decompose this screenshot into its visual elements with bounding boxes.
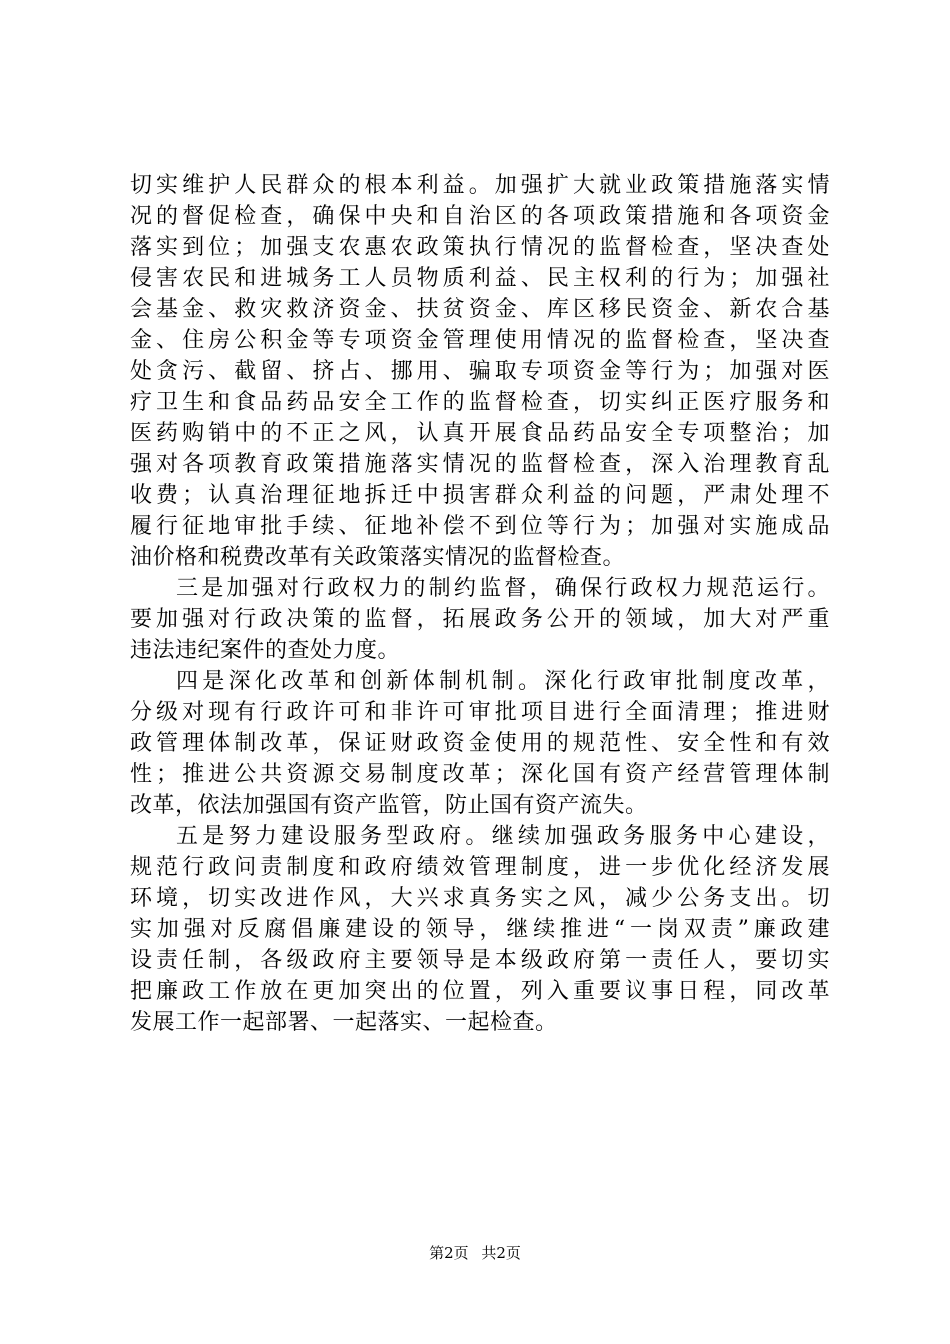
page-total: 共2页 [481, 1244, 521, 1262]
text-line: 落实到位；加强支农惠农政策执行情况的监督检查，坚决查处 [130, 235, 830, 260]
text-line: 收费；认真治理征地拆迁中损害群众利益的问题，严肃处理不 [130, 483, 830, 508]
text-line: 强对各项教育政策措施落实情况的监督检查，深入治理教育乱 [130, 452, 830, 477]
text-line: 要加强对行政决策的监督，拓展政务公开的领域，加大对严重 [130, 607, 830, 632]
page-footer [0, 1243, 950, 1263]
text-line: 四是深化改革和创新体制机制。深化行政审批制度改革， [176, 669, 830, 694]
text-line: 发展工作一起部署、一起落实、一起检查。 [130, 1010, 558, 1035]
page-number: 第2页 [429, 1244, 469, 1262]
text-line: 政管理体制改革，保证财政资金使用的规范性、安全性和有效 [130, 731, 830, 756]
text-line: 会基金、救灾救济资金、扶贫资金、库区移民资金、新农合基 [130, 297, 830, 322]
text-line: 规范行政问责制度和政府绩效管理制度，进一步优化经济发展 [130, 855, 830, 880]
text-line: 实加强对反腐倡廉建设的领导，继续推进“一岗双责”廉政建 [130, 917, 830, 942]
text-line: 违法违纪案件的查处力度。 [130, 638, 401, 663]
text-line: 五是努力建设服务型政府。继续加强政务服务中心建设， [176, 824, 830, 849]
text-line: 侵害农民和进城务工人员物质利益、民主权利的行为；加强社 [130, 266, 830, 291]
text-line: 把廉政工作放在更加突出的位置，列入重要议事日程，同改革 [130, 979, 830, 1004]
document-body [130, 170, 830, 1038]
text-line: 医药购销中的不正之风，认真开展食品药品安全专项整治；加 [130, 421, 830, 446]
text-line: 环境，切实改进作风，大兴求真务实之风，减少公务支出。切 [130, 886, 830, 911]
text-line: 切实维护人民群众的根本利益。加强扩大就业政策措施落实情 [130, 173, 830, 198]
text-line: 况的督促检查，确保中央和自治区的各项政策措施和各项资金 [130, 204, 830, 229]
text-line: 履行征地审批手续、征地补偿不到位等行为；加强对实施成品 [130, 514, 830, 539]
text-line: 分级对现有行政许可和非许可审批项目进行全面清理；推进财 [130, 700, 830, 725]
text-line: 处贪污、截留、挤占、挪用、骗取专项资金等行为；加强对医 [130, 359, 830, 384]
text-line: 疗卫生和食品药品安全工作的监督检查，切实纠正医疗服务和 [130, 390, 830, 415]
text-line: 金、住房公积金等专项资金管理使用情况的监督检查，坚决查 [130, 328, 830, 353]
text-line: 油价格和税费改革有关政策落实情况的监督检查。 [130, 545, 626, 570]
text-line: 三是加强对行政权力的制约监督，确保行政权力规范运行。 [176, 576, 830, 601]
text-line: 性；推进公共资源交易制度改革；深化国有资产经营管理体制 [130, 762, 830, 787]
text-line: 改革，依法加强国有资产监管，防止国有资产流失。 [130, 793, 648, 818]
text-line: 设责任制，各级政府主要领导是本级政府第一责任人，要切实 [130, 948, 830, 973]
